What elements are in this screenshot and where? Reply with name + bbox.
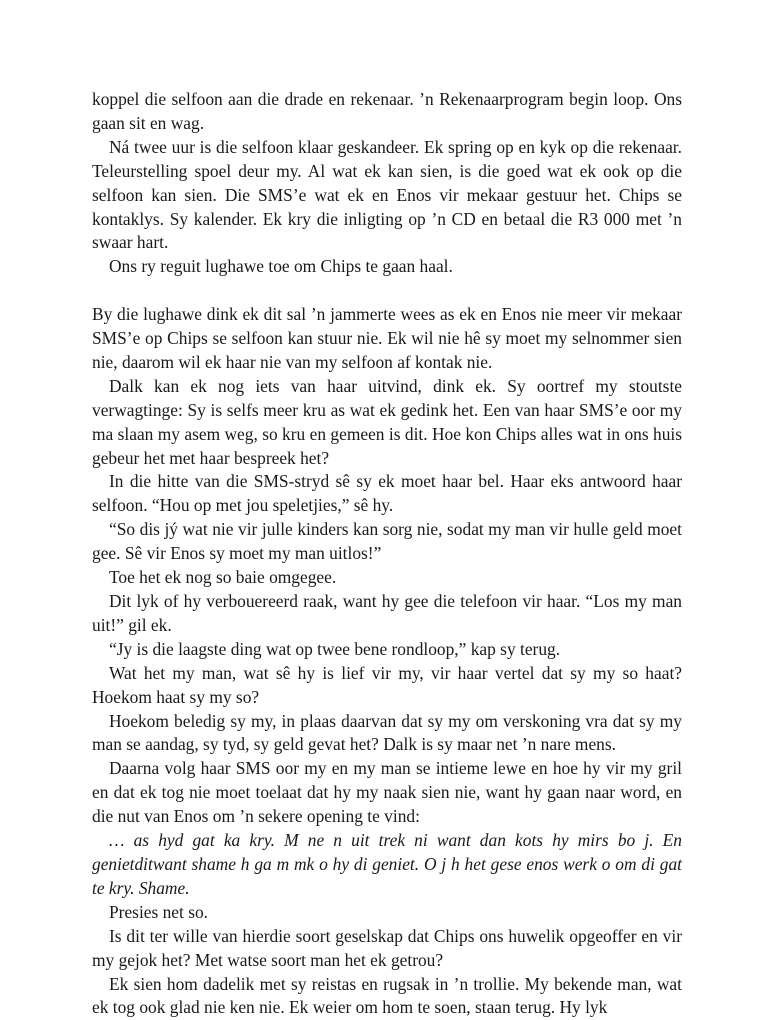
paragraph-8: Toe het ek nog so baie omgegee. (109, 567, 337, 588)
paragraph-5: Dalk kan ek nog iets van haar uitvind, dink ek. Sy oortref my stoutste verwagtinge: Sy is selfs meer kru as wat ek gedink het. Een van haar SMS’e oor my ma slaan my asem weg, so kru en gemeen is dit. Hoe kon Chips alles wat in ons huis gebeur het met haar bespreek het? (92, 375, 682, 468)
quoted-sms: … as hyd gat ka kry. M ne n uit trek ni want dan kots hy mirs bo j. En genietditwant shame h ga m mk o hy di geniet. O j h het gese enos werk o om di gat te kry. Shame. (92, 830, 682, 898)
paragraph-3: Ons ry reguit lughawe toe om Chips te gaan haal. (109, 256, 453, 277)
paragraph-15: Presies net so. (109, 901, 209, 922)
paragraph-16: Is dit ter wille van hierdie soort geselskap dat Chips ons huwelik opgeoffer en vir my gejok het? Met watse soort man het ek getrou? (92, 925, 682, 970)
paragraph-4: By die lughawe dink ek dit sal ’n jammerte wees as ek en Enos nie meer vir mekaar SMS’e op Chips se selfoon kan stuur nie. Ek wil nie hê sy moet my selnommer sien nie, daarom wil ek haar nie van my selfoon af kontak nie. (92, 304, 682, 372)
paragraph-10: “Jy is die laagste ding wat op twee bene rondloop,” kap sy terug. (109, 638, 561, 659)
paragraph-9: Dit lyk of hy verbouereerd raak, want hy gee die telefoon vir haar. “Los my man uit!” gil ek. (92, 591, 682, 635)
paragraph-13: Daarna volg haar SMS oor my en my man se intieme lewe en hoe hy vir my gril en dat ek tog nie moet toelaat dat hy my naak sien nie, want hy gaan naar word, en die nut van Enos om ’n sekere opening te vind: (92, 758, 682, 827)
paragraph-12: Hoekom beledig sy my, in plaas daarvan dat sy my om verskoning vra dat sy my man se aandag, sy tyd, sy geld gevat het? Dalk is sy maar net ’n nare mens. (92, 710, 682, 755)
paragraph-11: Wat het my man, wat sê hy is lief vir my, vir haar vertel dat sy my so haat? Hoekom haat sy my so? (92, 662, 682, 707)
paragraph-2: Ná twee uur is die selfoon klaar geskandeer. Ek spring op en kyk op die rekenaar. Teleurstelling spoel deur my. Al wat ek kan sien, is die goed wat ek ook op die selfoon kan sien. Die SMS’e wat ek en Enos vir mekaar gestuur het. Chips se kontaklys. Sy kalender. Ek kry die inligting op ’n CD en betaal die R3 000 met ’n swaar hart. (92, 136, 682, 253)
paragraph-6: In die hitte van die SMS-stryd sê sy ek moet haar bel. Haar eks antwoord haar selfoon. “Hou op met jou speletjies,” sê hy. (92, 471, 682, 516)
paragraph-17: Ek sien hom dadelik met sy reistas en rugsak in ’n trollie. My bekende man, wat ek tog ook glad nie ken nie. Ek weier om hom te soen, staan terug. Hy lyk (92, 973, 682, 1018)
paragraph-1: koppel die selfoon aan die drade en rekenaar. ’n Rekenaarprogram begin loop. Ons gaan sit en wag. (92, 89, 682, 133)
book-page (92, 88, 682, 1020)
paragraph-7: “So dis jý wat nie vir julle kinders kan sorg nie, sodat my man vir hulle geld moet gee. Sê vir Enos sy moet my man uitlos!” (92, 519, 682, 564)
